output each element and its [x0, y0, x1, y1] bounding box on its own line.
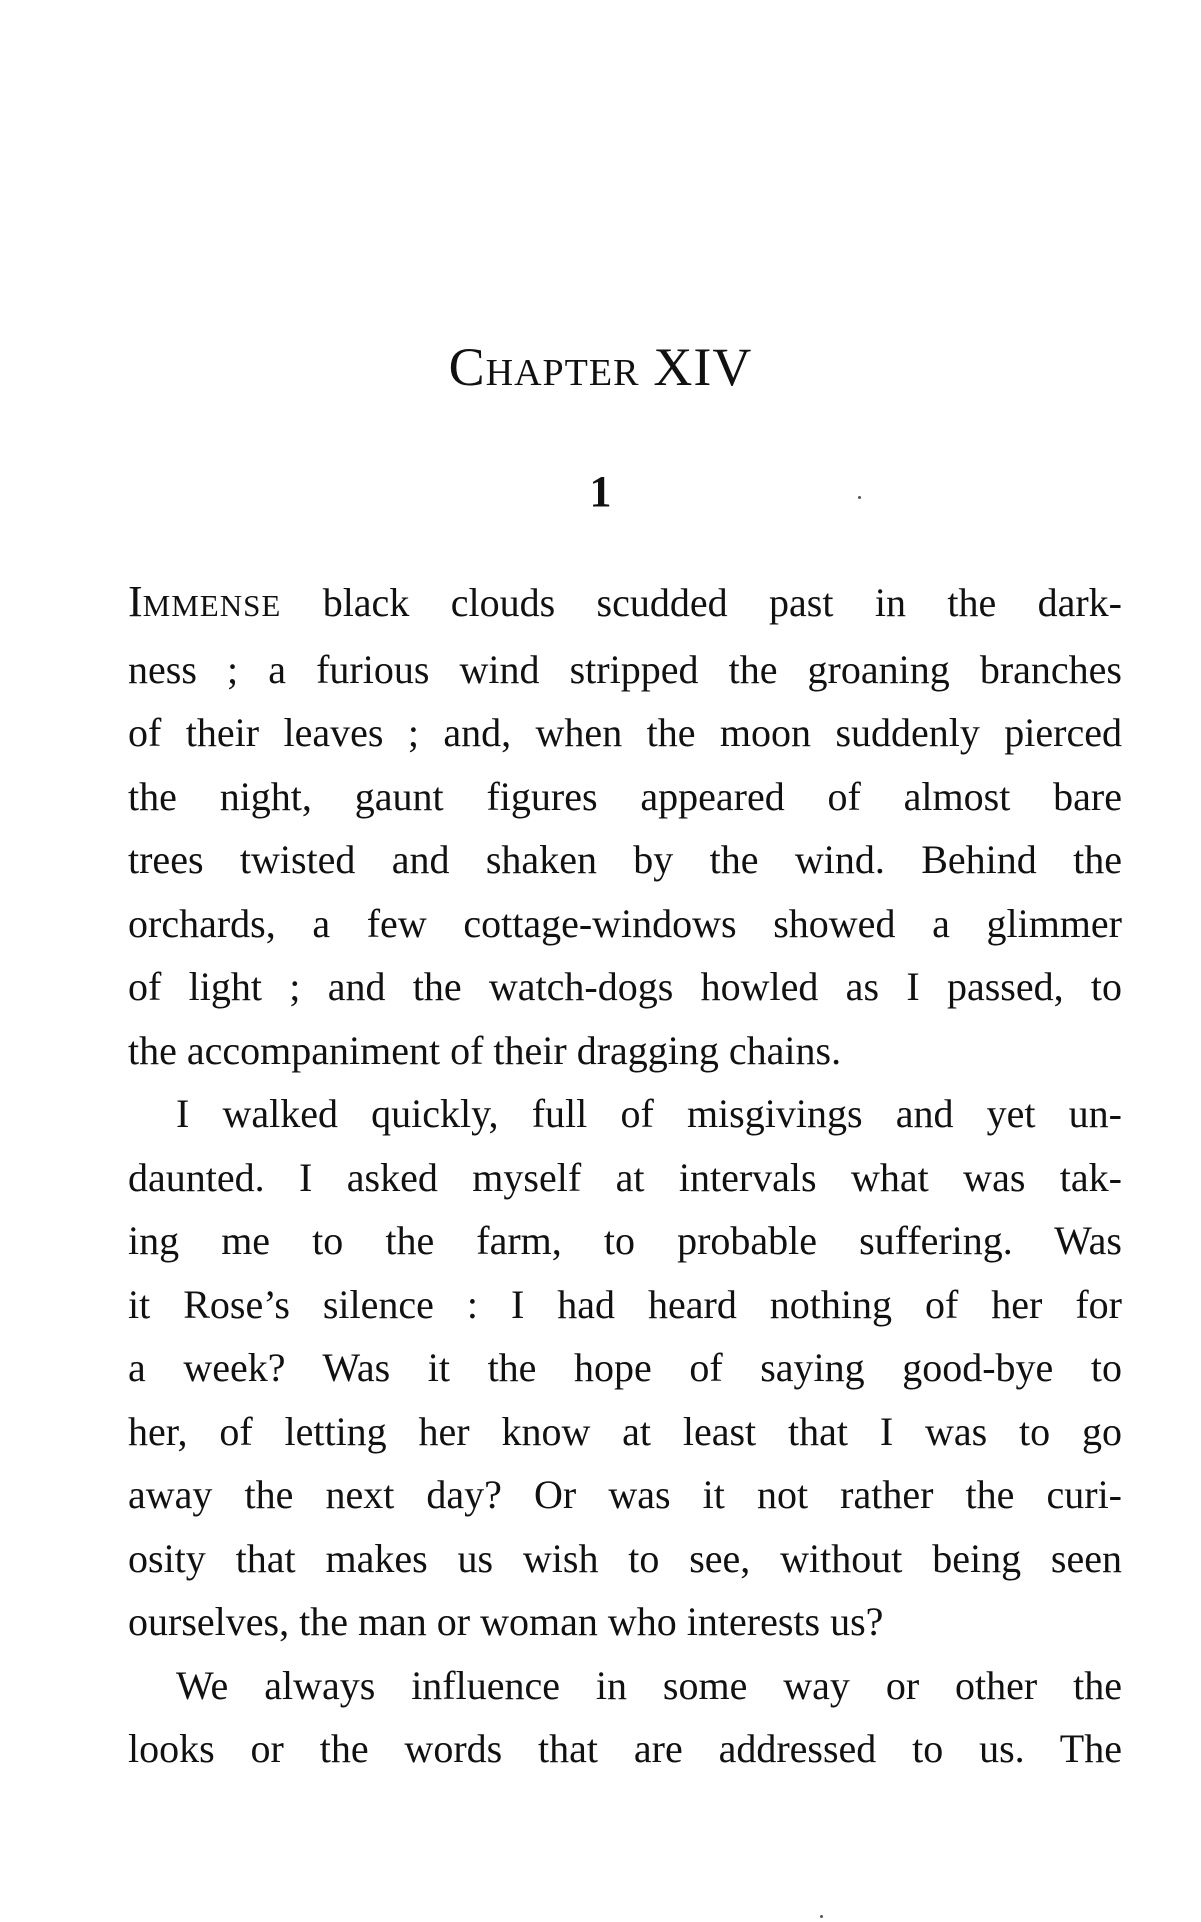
text-line: ing me to the farm, to probable suffering. Was	[128, 1218, 1122, 1263]
text-line: of their leaves ; and, when the moon suddenly pierced	[128, 710, 1122, 755]
text-line: We always influence in some way or other the	[176, 1662, 1122, 1708]
paragraph-1	[128, 570, 1122, 1082]
text-line: orchards, a few cottage-windows showed a glimmer	[128, 900, 1122, 946]
text-line: the night, gaunt figures appeared of almost bare	[128, 773, 1122, 819]
text-line: it Rose’s silence : I had heard nothing of her for	[128, 1281, 1122, 1327]
text-line: of light ; and the watch-dogs howled as I passed, to	[128, 964, 1122, 1009]
section-number: 1	[589, 467, 612, 516]
paragraph-3	[128, 1654, 1122, 1781]
chapter-heading-initial: C	[448, 337, 486, 397]
paper-speck	[820, 1915, 823, 1918]
chapter-numeral: XIV	[653, 337, 753, 397]
text-line: the accompaniment of their dragging chains.	[128, 1027, 842, 1073]
text-line: osity that makes us wish to see, without being seen	[128, 1535, 1122, 1581]
text-line: a week? Was it the hope of saying good-bye to	[128, 1345, 1122, 1390]
lead-initial: I	[128, 577, 143, 626]
text-line: her, of letting her know at least that I was to go	[128, 1408, 1122, 1454]
text-line: looks or the words that are addressed to us. The	[128, 1726, 1122, 1771]
lead-smallcaps: MMENSE	[142, 588, 282, 623]
chapter-heading-word: HAPTER	[485, 352, 640, 394]
paragraph-2	[128, 1082, 1122, 1654]
text-line: I walked quickly, full of misgivings and yet un-	[176, 1091, 1122, 1136]
line-text: black clouds scudded past in the dark-	[281, 580, 1122, 625]
paper-speck	[858, 496, 861, 499]
chapter-heading	[0, 337, 1201, 397]
text-line: ness ; a furious wind stripped the groaning branches	[128, 646, 1122, 692]
text-line: trees twisted and shaken by the wind. Behind the	[128, 837, 1122, 882]
text-line: away the next day? Or was it not rather the curi-	[128, 1472, 1122, 1517]
body-text	[128, 570, 1122, 1781]
text-line: ourselves, the man or woman who interests us?	[128, 1599, 884, 1644]
text-line: daunted. I asked myself at intervals what was tak-	[128, 1154, 1122, 1200]
text-line	[128, 570, 1122, 638]
